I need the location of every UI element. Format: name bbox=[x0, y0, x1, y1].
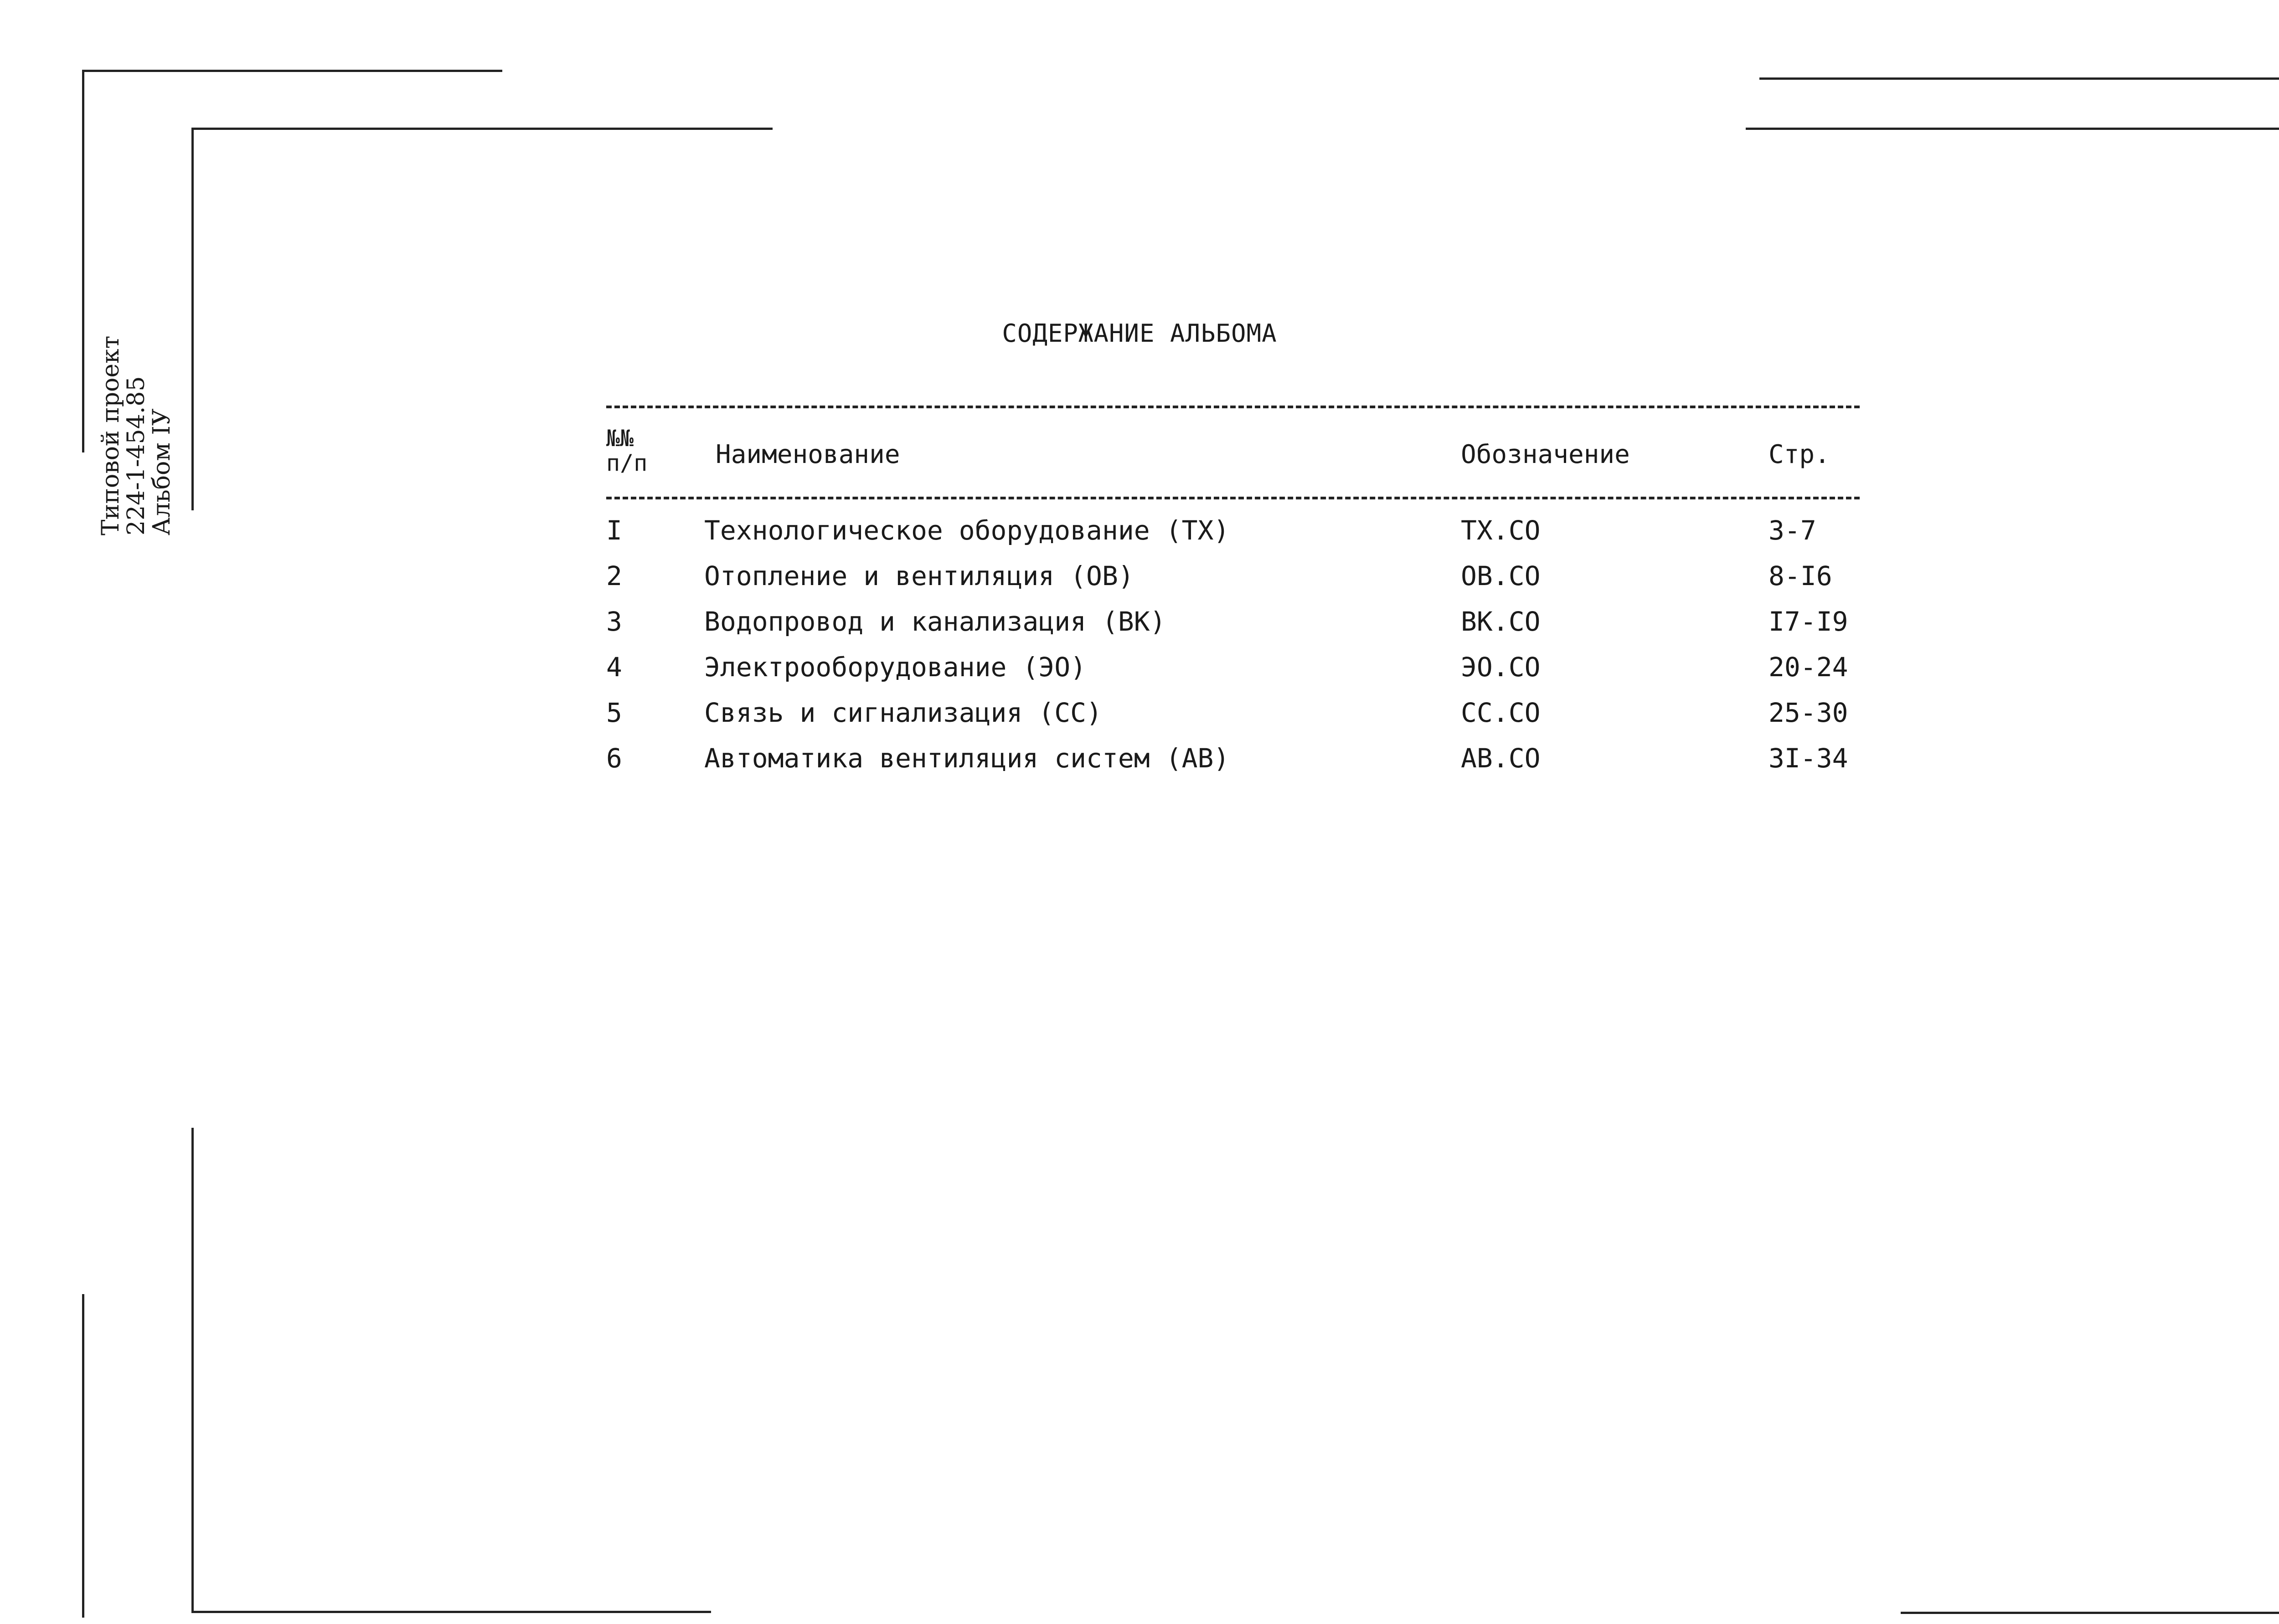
header-number bbox=[606, 426, 647, 475]
side-stamp-line-3: Альбом IУ bbox=[148, 408, 175, 535]
page-title: СОДЕРЖАНИЕ АЛЬБОМА bbox=[1002, 319, 1277, 348]
row-name: Водопровод и канализация (ВК) bbox=[704, 606, 1166, 637]
header-code: Обозначение bbox=[1461, 440, 1630, 469]
frame-outer-left-top bbox=[82, 70, 84, 452]
row-number: 2 bbox=[606, 560, 622, 591]
table-row bbox=[0, 652, 2279, 688]
table-row bbox=[0, 606, 2279, 642]
row-number: I bbox=[606, 515, 622, 546]
header-page: Стр. bbox=[1769, 440, 1830, 469]
table-row bbox=[0, 743, 2279, 779]
frame-bottom-right bbox=[1901, 1612, 2279, 1614]
header-number-top: №№ bbox=[606, 425, 634, 452]
row-name: Автоматика вентиляция систем (АВ) bbox=[704, 743, 1230, 774]
row-page: 25-30 bbox=[1769, 697, 1848, 728]
frame-inner-top-left bbox=[191, 128, 773, 130]
table-row bbox=[0, 515, 2279, 551]
table-header-divider bbox=[606, 497, 1860, 499]
row-name: Связь и сигнализация (СС) bbox=[704, 697, 1102, 728]
frame-inner-top-right bbox=[1746, 128, 2279, 130]
frame-inner-bottom-left bbox=[191, 1611, 711, 1613]
row-number: 4 bbox=[606, 652, 622, 683]
frame-outer-left-bottom bbox=[82, 1294, 84, 1618]
row-code: ВК.СО bbox=[1461, 606, 1541, 637]
row-page: 20-24 bbox=[1769, 652, 1848, 683]
row-page: 3-7 bbox=[1769, 515, 1816, 546]
side-stamp-line-1: Типовой проект bbox=[97, 335, 124, 535]
table-row bbox=[0, 697, 2279, 734]
row-page: I7-I9 bbox=[1769, 606, 1848, 637]
row-code: АВ.СО bbox=[1461, 743, 1541, 774]
header-number-bottom: п/п bbox=[606, 450, 648, 476]
frame-inner-left-bottom bbox=[191, 1128, 194, 1613]
row-page: 8-I6 bbox=[1769, 560, 1832, 591]
frame-outer-top-left bbox=[82, 70, 502, 72]
table-top-divider bbox=[606, 406, 1860, 408]
row-name: Технологическое оборудование (ТХ) bbox=[704, 515, 1230, 546]
row-page: 3I-34 bbox=[1769, 743, 1848, 774]
row-number: 6 bbox=[606, 743, 622, 774]
row-number: 3 bbox=[606, 606, 622, 637]
frame-outer-top-right bbox=[1759, 77, 2279, 80]
side-stamp-line-2: 224-1-454.85 bbox=[123, 376, 150, 535]
side-stamp bbox=[98, 336, 175, 535]
table-row bbox=[0, 560, 2279, 597]
row-code: ЭО.СО bbox=[1461, 652, 1541, 683]
row-code: СС.СО bbox=[1461, 697, 1541, 728]
header-name: Наименование bbox=[716, 440, 900, 469]
row-code: ТХ.СО bbox=[1461, 515, 1541, 546]
row-name: Отопление и вентиляция (ОВ) bbox=[704, 560, 1134, 591]
row-number: 5 bbox=[606, 697, 622, 728]
row-name: Электрооборудование (ЭО) bbox=[704, 652, 1087, 683]
row-code: ОВ.СО bbox=[1461, 560, 1541, 591]
